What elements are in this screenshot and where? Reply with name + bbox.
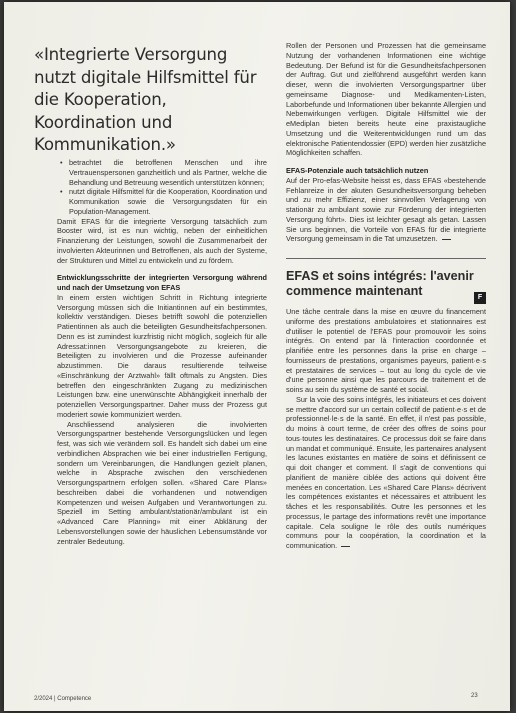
- left-column: [57, 158, 267, 546]
- bullet-item: • betrachtet die betroffenen Menschen und ihre Vertrauenspersonen ganzheitlich und als Partner, welche die Behandlung und Betreuung wesentlich unterstützen können;: [57, 158, 267, 187]
- footer-issue: 2/2024 | Competence: [34, 696, 92, 702]
- section-heading: Entwicklungsschritte der integrierten Versorgung während und nach der Umsetzung von EFAS: [57, 273, 267, 292]
- magazine-page: [4, 2, 510, 711]
- right-column: [286, 41, 486, 551]
- body-paragraph: In einem ersten wichtigen Schritt in Richtung integrierte Versorgung müssen sich die Initiantinnen auf ein bestimmtes, kollektiv verständigen. Dieses betrifft sowohl die potenziellen Patientinnen als auch die beteiligten Gesundheitsfachpersonen. Denn es ist zumindest kurzfristig nicht möglich, sogleich für alle Adressat:innen Versorgungsangebote zu kreieren, die Beteiligten zu involvieren und die Prozesse aufeinander abzustimmen. Die daraus resultierende teilweise «Einschränkung der Arztwahl» fällt oftmals zu Angsten. Dies betreffen den eingeschränkten Zugang zu medizinischen Leistungen bzw. eine unerwünschte Abhängigkeit innerhalb der potenziellen Versorgungspartner. Daher muss der Prozess gut moderiert sowie kommuniziert werden.: [57, 292, 267, 419]
- end-mark: [442, 239, 451, 240]
- pull-quote: «Integrierte Versorgung nutzt digitale Hilfsmittel für die Kooperation, Koordination und Kommunikation.»: [34, 45, 257, 154]
- body-paragraph: Damit EFAS für die integrierte Versorgung tatsächlich zum Booster wird, ist es nun wichtig, neben der einheitlichen Finanzierung der Leistungen, sowohl die Zusammenarbeit der involvierten Akteurinnen und Betroffenen, als auch der Systeme, der Strukturen und Mittel zu entwickeln und zu fördern.: [57, 216, 267, 265]
- body-paragraph: [286, 176, 486, 244]
- section-heading: EFAS-Potenziale auch tatsächlich nutzen: [286, 166, 429, 175]
- body-text: Auf der Pro-efas-Website heisst es, dass EFAS «bestehende Fehlanreize in der akuten Gesundheitsversorgung beheben und zu mehr Effizienz, einer sinnvollen Verlagerung von stationär zu ambulant sowie zur Förderung der integrierten Versorgung führt». Dies ist leichter gesagt als getan. Lassen Sie uns beginnen, die Vorteile von EFAS für die integrierte Versorgung gemeinsam in die Tat umzusetzen.: [286, 175, 486, 244]
- page-number: 23: [471, 693, 478, 699]
- french-paragraph: [286, 395, 486, 551]
- french-summary-title: [286, 258, 486, 299]
- french-paragraph: Une tâche centrale dans la mise en œuvre du financement uniforme des prestations ambulatoires et stationnaires est d'utiliser le potentiel de l'EFAS pour promouvoir les soins intégrés. On entend par là l'interaction coordonnée et planifiée entre les personnes dans la prise en charge – fournisseurs de prestations, organismes payeurs, patient·e·s et prestataires de services – tout au long du cycle de vie d'une personne ainsi que les parcours de traitement et de soins au sein du système de santé et social.: [286, 307, 486, 394]
- language-badge: F: [474, 292, 486, 304]
- end-mark: [341, 546, 350, 547]
- body-paragraph: Anschliessend analysieren die involvierten Versorgungspartner bestehende Versorgungslücken und legen fest, was sich wie verändern soll. Es handelt sich dabei um eine verbindlichen Absprachen wie bei einer industriellen Fertigung, sondern um Vereinbarungen, die Handlungen gezielt planen, welche in Absprache zwischen den verschiedenen Versorgungspartnern erfolgen sollen. «Shared Care Plans» beschreiben dabei die vorhandenen und notwendigen Kompetenzen und weisen Aufgaben und Verantwortungen zu. Speziell im Setting ambulant/stationär/ambulant ist ein «Advanced Care Planning» mit einer Abklärung der Lebensvorstellungen sowie der häuslichen Lebensumstände vor zentraler Bedeutung.: [57, 419, 267, 546]
- french-text: Sur la voie des soins intégrés, les initiateurs et ces doivent se mettre d'accord sur un certain collectif de patient·e·s et de professionnel·le·s de la santé. En effet, il n'est pas possible, du moins à court terme, de créer des offres de soins pour tous·toutes les destinataires. Ce processus doit se faire dans un mandat et communiqué. Ensuite, les partenaires analysent les lacunes existantes en matière de soins et définissent ce qui doit changer et comment. Il s'agit de conventions qui planifient de manière ciblée des actions qui doivent être menées en concertation. Les «Shared Care Plans» décrivent les compétences existantes et nécessaires et attribuent les tâches et les responsabilités. Outre les personnes et les processus, le partage des informations revêt une importance capitale. Cela souligne le rôle des outils numériques communs pour la coopération, la coordination et la communication.: [286, 394, 486, 550]
- bullet-item: • nutzt digitale Hilfsmittel für die Kooperation, Koordination und Kommunikation sowie die Versorgungsdaten für ein Population-Management.: [57, 187, 267, 216]
- bullet-list: [57, 158, 267, 217]
- french-title-text: EFAS et soins intégrés: l'avenir commence maintenant: [286, 269, 474, 298]
- body-paragraph: Rollen der Personen und Prozessen hat die gemeinsame Nutzung der vorhandenen Informationen eine wichtige Bedeutung. Der Befund ist für die Gesundheitsfachpersonen der Auftrag. Gut und zielführend ausgeführt werden kann dieser, wenn die involvierten Versorgungspartner über gemeinsame Diagnose- und Medikamenten-Listen, Laborbefunde und Informationen über bekannte Allergien und Nebenwirkungen verfügen. Digitale Hilfsmittel wie der eMediplan bieten bereits heute eine praxistaugliche Umsetzung und die Weiterentwicklungen rund um das elektronische Patientendossier (EPD) werden hier zusätzliche Möglichkeiten schaffen.: [286, 41, 486, 158]
